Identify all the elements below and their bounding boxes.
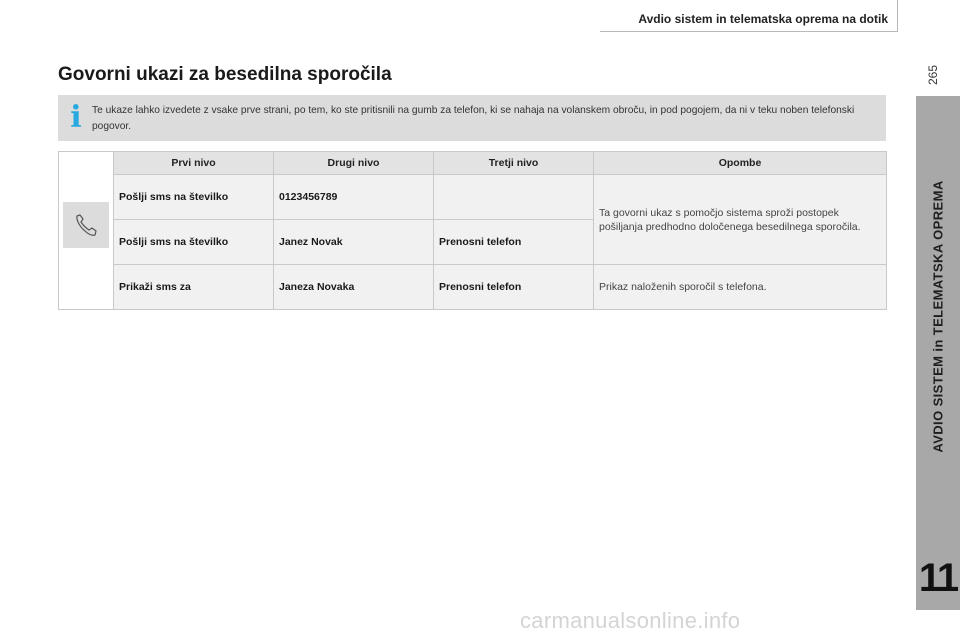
info-icon: i: [70, 100, 82, 135]
cell-level3: Prenosni telefon: [434, 265, 594, 310]
chapter-side-label: AVDIO SISTEM in TELEMATSKA OPREMA: [930, 179, 946, 453]
page-number: 265: [926, 64, 940, 86]
chapter-number: 11: [918, 556, 958, 600]
cell-note: Prikaz naloženih sporočil s telefona.: [594, 265, 887, 310]
column-header: Prvi nivo: [114, 152, 274, 175]
section-title: Govorni ukazi za besedilna sporočila: [58, 64, 392, 85]
info-note: [58, 95, 886, 141]
column-header: Tretji nivo: [434, 152, 594, 175]
table-icon-cell: [59, 152, 114, 310]
watermark: carmanualsonline.info: [520, 608, 741, 633]
running-header: Avdio sistem in telematska oprema na dotik: [638, 12, 888, 26]
cell-level3: [434, 175, 594, 220]
cell-level3: Prenosni telefon: [434, 220, 594, 265]
cell-level2: 0123456789: [274, 175, 434, 220]
table-header-row: [59, 152, 887, 175]
chapter-side-tab: [916, 96, 960, 610]
header-divider: [897, 0, 898, 32]
cell-note: Ta govorni ukaz s pomočjo sistema sproži postopek pošiljanja predhodno določenega besedilnega sporočila.: [594, 175, 887, 265]
info-text: Te ukaze lahko izvedete z vsake prve strani, po tem, ko ste pritisnili na gumb za telefon, ki se nahaja na volanskem obroču, in pod pogojem, da ni v teku noben telefonski pogovor.: [92, 105, 855, 132]
cell-level1: Pošlji sms na številko: [114, 175, 274, 220]
cell-level1: Pošlji sms na številko: [114, 220, 274, 265]
cell-level1: Prikaži sms za: [114, 265, 274, 310]
phone-icon: [63, 202, 109, 248]
column-header: Opombe: [594, 152, 887, 175]
cell-level2: Janeza Novaka: [274, 265, 434, 310]
table-row: [59, 175, 887, 220]
table-row: [59, 265, 887, 310]
column-header: Drugi nivo: [274, 152, 434, 175]
header-rule: [600, 31, 898, 32]
voice-commands-table: [58, 151, 887, 310]
cell-level2: Janez Novak: [274, 220, 434, 265]
